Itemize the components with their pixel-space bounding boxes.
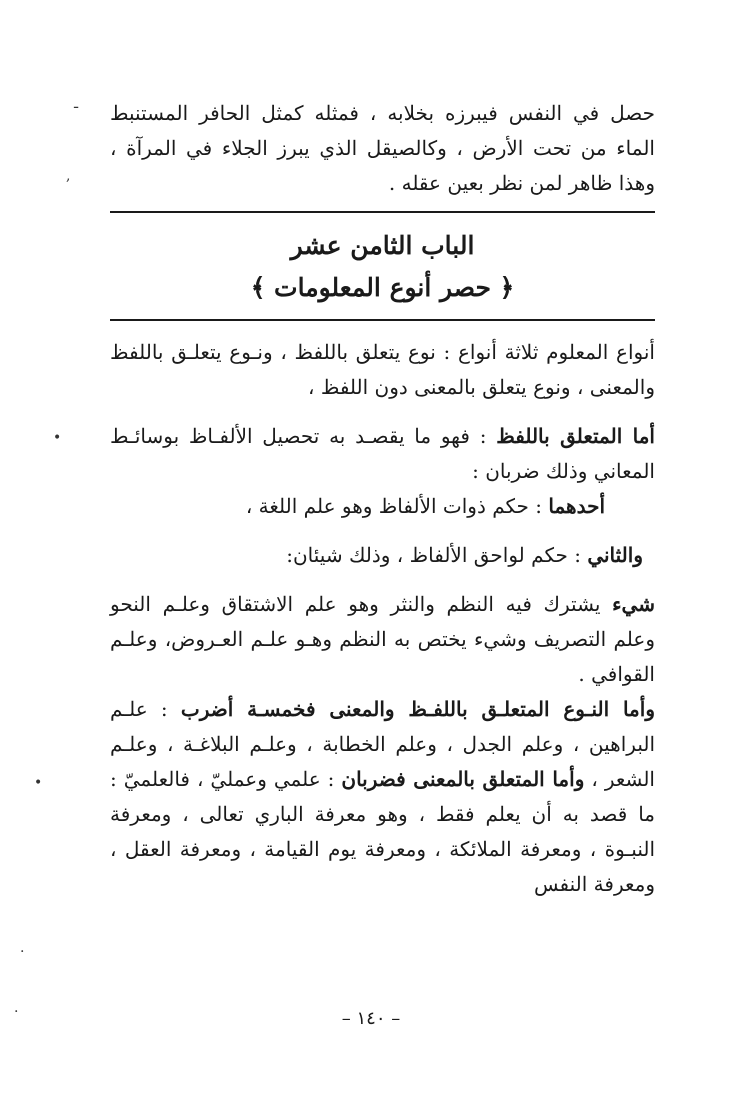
meaning-only-text: : علمي وعمليّ ، فالعلميّ : ما قصد به أن يعلم فقط ، وهو معرفة الباري تعالى ، ومعرفة النبـوة ، ومعرفة الملائكة ، ومعرفة يوم القيامة ، ومعرفة العقل ، ومعرفة النفس bbox=[110, 767, 655, 896]
margin-speck: . bbox=[14, 1000, 19, 1016]
types-paragraph: أنواع المعلوم ثلاثة أنواع : نوع يتعلق باللفظ ، ونـوع يتعلـق باللفظ والمعنى ، ونوع يتعلق بالمعنى دون اللفظ ، bbox=[110, 340, 655, 399]
top-divider bbox=[110, 211, 655, 213]
word-related-paragraph bbox=[110, 419, 655, 489]
margin-speck: • bbox=[34, 775, 43, 791]
meaning-only-lead: وأما المتعلق بالمعنى فضربان bbox=[341, 767, 585, 791]
second-branch-line bbox=[110, 538, 655, 573]
chapter-title: الباب الثامن عشر bbox=[290, 231, 475, 260]
second-branch-text: : حكم لواحق الألفاظ ، وذلك شيئان: bbox=[286, 543, 588, 567]
first-branch-text: : حكم ذوات الألفاظ وهو علم اللغة ، bbox=[245, 494, 549, 518]
margin-speck: ـ bbox=[74, 96, 79, 112]
shared-sciences-text: يشترك فيه النظم والنثر وهو علم الاشتقاق وعلـم النحو وعلم التصريف وشيء يختص به النظم وهـو علـم العـروض، وعلـم القوافي . bbox=[110, 592, 655, 686]
bottom-divider bbox=[110, 319, 655, 321]
first-branch-lead: أحدهما bbox=[548, 494, 605, 518]
shared-sciences-paragraph bbox=[110, 587, 655, 692]
margin-speck: , bbox=[66, 168, 71, 184]
word-related-lead: أما المتعلق باللفظ bbox=[496, 424, 655, 448]
page-number: – ١٤٠ – bbox=[341, 1008, 401, 1029]
second-branch-lead: والثاني bbox=[587, 543, 643, 567]
first-branch-line bbox=[110, 489, 655, 524]
intro-paragraph: حصل في النفس فيبرزه بخلابه ، فمثله كمثل الحافر المستنبط الماء من تحت الأرض ، وكالصيقل الذي يبرز الجلاء في المرآة ، وهذا ظاهر لمن نظر بعين عقله . bbox=[110, 101, 655, 195]
page-body bbox=[110, 96, 655, 902]
margin-speck: • bbox=[53, 430, 62, 446]
word-meaning-lead: وأما النـوع المتعلـق باللفـظ والمعنى فخمسـة أضرب bbox=[180, 697, 655, 721]
margin-speck: . bbox=[20, 940, 25, 956]
chapter-subtitle: ﴿ حصر أنوع المعلومات ﴾ bbox=[250, 273, 515, 302]
word-related-text: : فهو ما يقصـد به تحصيل الألفـاظ بوسائـط المعاني وذلك ضربان : bbox=[110, 424, 655, 483]
word-meaning-text: : علـم البراهين ، وعلم الجدل ، وعلم الخطابة ، وعلـم البلاغـة ، وعلـم الشعر ، bbox=[110, 697, 655, 791]
word-meaning-paragraph bbox=[110, 692, 655, 902]
shared-sciences-lead: شيء bbox=[612, 592, 655, 616]
